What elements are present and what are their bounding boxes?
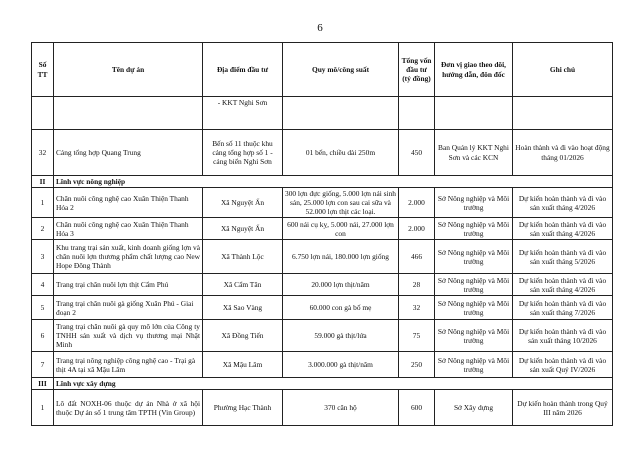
unit-cell: Sở Nông nghiệp và Môi trường — [435, 218, 513, 240]
capital-cell: 75 — [399, 320, 435, 352]
project-cell: Trang trại chăn nuôi gà quy mô lớn của Công ty TNHH sản xuất và dịch vụ thương mại Nhật Minh — [54, 320, 203, 352]
section-row — [32, 378, 613, 390]
location-cell: Xã Đồng Tiến — [203, 320, 283, 352]
section-row — [32, 176, 613, 188]
table-row — [32, 274, 613, 296]
project-cell: Trang trại chăn nuôi lợn thịt Cẩm Phú — [54, 274, 203, 296]
capital-cell: 466 — [399, 240, 435, 274]
header-scale: Quy mô/công suất — [283, 43, 399, 97]
unit-cell: Sở Nông nghiệp và Môi trường — [435, 188, 513, 218]
section-title: Lĩnh vực nông nghiệp — [54, 176, 613, 188]
stt-cell: 6 — [32, 320, 54, 352]
location-cell: Bến số 11 thuộc khu cảng tổng hợp số 1 - cảng biển Nghi Sơn — [203, 130, 283, 176]
section-number: II — [32, 176, 54, 188]
project-cell: Chăn nuôi công nghệ cao Xuân Thiện Thanh Hóa 3 — [54, 218, 203, 240]
location-cell: Xã Nguyệt Ấn — [203, 218, 283, 240]
scale-cell: 59.000 gà thịt/lứa — [283, 320, 399, 352]
project-cell: Cảng tổng hợp Quang Trung — [54, 130, 203, 176]
table-row — [32, 296, 613, 320]
header-capital: Tổng vốn đầu tư (tỷ đồng) — [399, 43, 435, 97]
scale-cell: 60.000 con gà bố mẹ — [283, 296, 399, 320]
scale-cell: 20.000 lợn thịt/năm — [283, 274, 399, 296]
stt-cell: 1 — [32, 390, 54, 426]
note-cell: Dự kiến hoàn thành và đi vào sản xuất tháng 4/2026 — [513, 218, 613, 240]
project-cell: Trang trại nông nghiệp công nghệ cao - Trại gà thịt 4A tại xã Mậu Lâm — [54, 352, 203, 378]
location-cell: Xã Cẩm Tân — [203, 274, 283, 296]
unit-cell: Sở Nông nghiệp và Môi trường — [435, 296, 513, 320]
note-cell: Hoàn thành và đi vào hoạt động tháng 01/2026 — [513, 130, 613, 176]
stt-cell: 1 — [32, 188, 54, 218]
capital-cell: 2.000 — [399, 218, 435, 240]
capital-cell: 32 — [399, 296, 435, 320]
capital-cell: 250 — [399, 352, 435, 378]
unit-cell: Sở Nông nghiệp và Môi trường — [435, 352, 513, 378]
stt-cell: 4 — [32, 274, 54, 296]
section-number: III — [32, 378, 54, 390]
unit-cell: Sở Xây dựng — [435, 390, 513, 426]
location-cell: Xã Nguyệt Ấn — [203, 188, 283, 218]
scale-cell: 300 lợn đực giống, 5.000 lợn nái sinh sản, 25.000 lợn con sau cai sữa và 52.000 lợn thịt các loại. — [283, 188, 399, 218]
stt-cell: 5 — [32, 296, 54, 320]
project-table — [31, 42, 613, 426]
scale-cell: 6.750 lợn nái, 180.000 lợn giống — [283, 240, 399, 274]
scale-cell: 01 bến, chiều dài 250m — [283, 130, 399, 176]
header-stt: Số TT — [32, 43, 54, 97]
header-location: Địa điểm đầu tư — [203, 43, 283, 97]
unit-cell: Ban Quản lý KKT Nghi Sơn và các KCN — [435, 130, 513, 176]
table-row — [32, 97, 613, 130]
location-cell: - KKT Nghi Sơn — [203, 97, 283, 130]
location-cell: Xã Thành Lộc — [203, 240, 283, 274]
table-row — [32, 240, 613, 274]
header-note: Ghi chú — [513, 43, 613, 97]
unit-cell: Sở Nông nghiệp và Môi trường — [435, 274, 513, 296]
location-cell: Xã Mậu Lâm — [203, 352, 283, 378]
scale-cell: 600 nái cụ kỵ, 5.000 nái, 27.000 lợn con — [283, 218, 399, 240]
capital-cell: 600 — [399, 390, 435, 426]
section-title: Lĩnh vực xây dựng — [54, 378, 613, 390]
unit-cell: Sở Nông nghiệp và Môi trường — [435, 240, 513, 274]
table-header-row — [32, 43, 613, 97]
table-row — [32, 352, 613, 378]
note-cell: Dự kiến hoàn thành và đi vào sản xuất tháng 10/2026 — [513, 320, 613, 352]
project-cell: Khu trang trại sản xuất, kinh doanh giống lợn và chăn nuôi lợn thương phẩm chất lượng cao New Hope Đông Thành — [54, 240, 203, 274]
capital-cell: 28 — [399, 274, 435, 296]
table-row — [32, 390, 613, 426]
unit-cell: Sở Nông nghiệp và Môi trường — [435, 320, 513, 352]
capital-cell: 2.000 — [399, 188, 435, 218]
note-cell: Dự kiến hoàn thành và đi vào sản xuất tháng 4/2026 — [513, 188, 613, 218]
table-row — [32, 130, 613, 176]
stt-cell: 3 — [32, 240, 54, 274]
capital-cell: 450 — [399, 130, 435, 176]
table-row — [32, 218, 613, 240]
table-row — [32, 188, 613, 218]
stt-cell: 2 — [32, 218, 54, 240]
project-cell: Chăn nuôi công nghệ cao Xuân Thiện Thanh Hóa 2 — [54, 188, 203, 218]
project-cell: Lô đất NOXH-06 thuộc dự án Nhà ở xã hội thuộc Dự án số 1 trung tâm TPTH (Vin Group) — [54, 390, 203, 426]
page-number: 6 — [317, 22, 323, 34]
location-cell: Xã Sao Vàng — [203, 296, 283, 320]
scale-cell: 370 căn hộ — [283, 390, 399, 426]
header-unit: Đơn vị giao theo dõi, hướng dẫn, đôn đốc — [435, 43, 513, 97]
header-project: Tên dự án — [54, 43, 203, 97]
location-cell: Phường Hạc Thành — [203, 390, 283, 426]
project-cell: Trang trại chăn nuôi gà giống Xuân Phú - Giai đoạn 2 — [54, 296, 203, 320]
note-cell: Dự kiến hoàn thành và đi vào sản xuất tháng 4/2026 — [513, 274, 613, 296]
stt-cell: 32 — [32, 130, 54, 176]
scale-cell: 3.000.000 gà thịt/năm — [283, 352, 399, 378]
note-cell: Dự kiến hoàn thành và đi vào sản xuất tháng 7/2026 — [513, 296, 613, 320]
stt-cell: 7 — [32, 352, 54, 378]
note-cell: Dự kiến hoàn thành trong Quý III năm 2026 — [513, 390, 613, 426]
note-cell: Dự kiến hoàn thành và đi vào sản xuất Quý IV/2026 — [513, 352, 613, 378]
note-cell: Dự kiến hoàn thành và đi vào sản xuất tháng 5/2026 — [513, 240, 613, 274]
table-row — [32, 320, 613, 352]
